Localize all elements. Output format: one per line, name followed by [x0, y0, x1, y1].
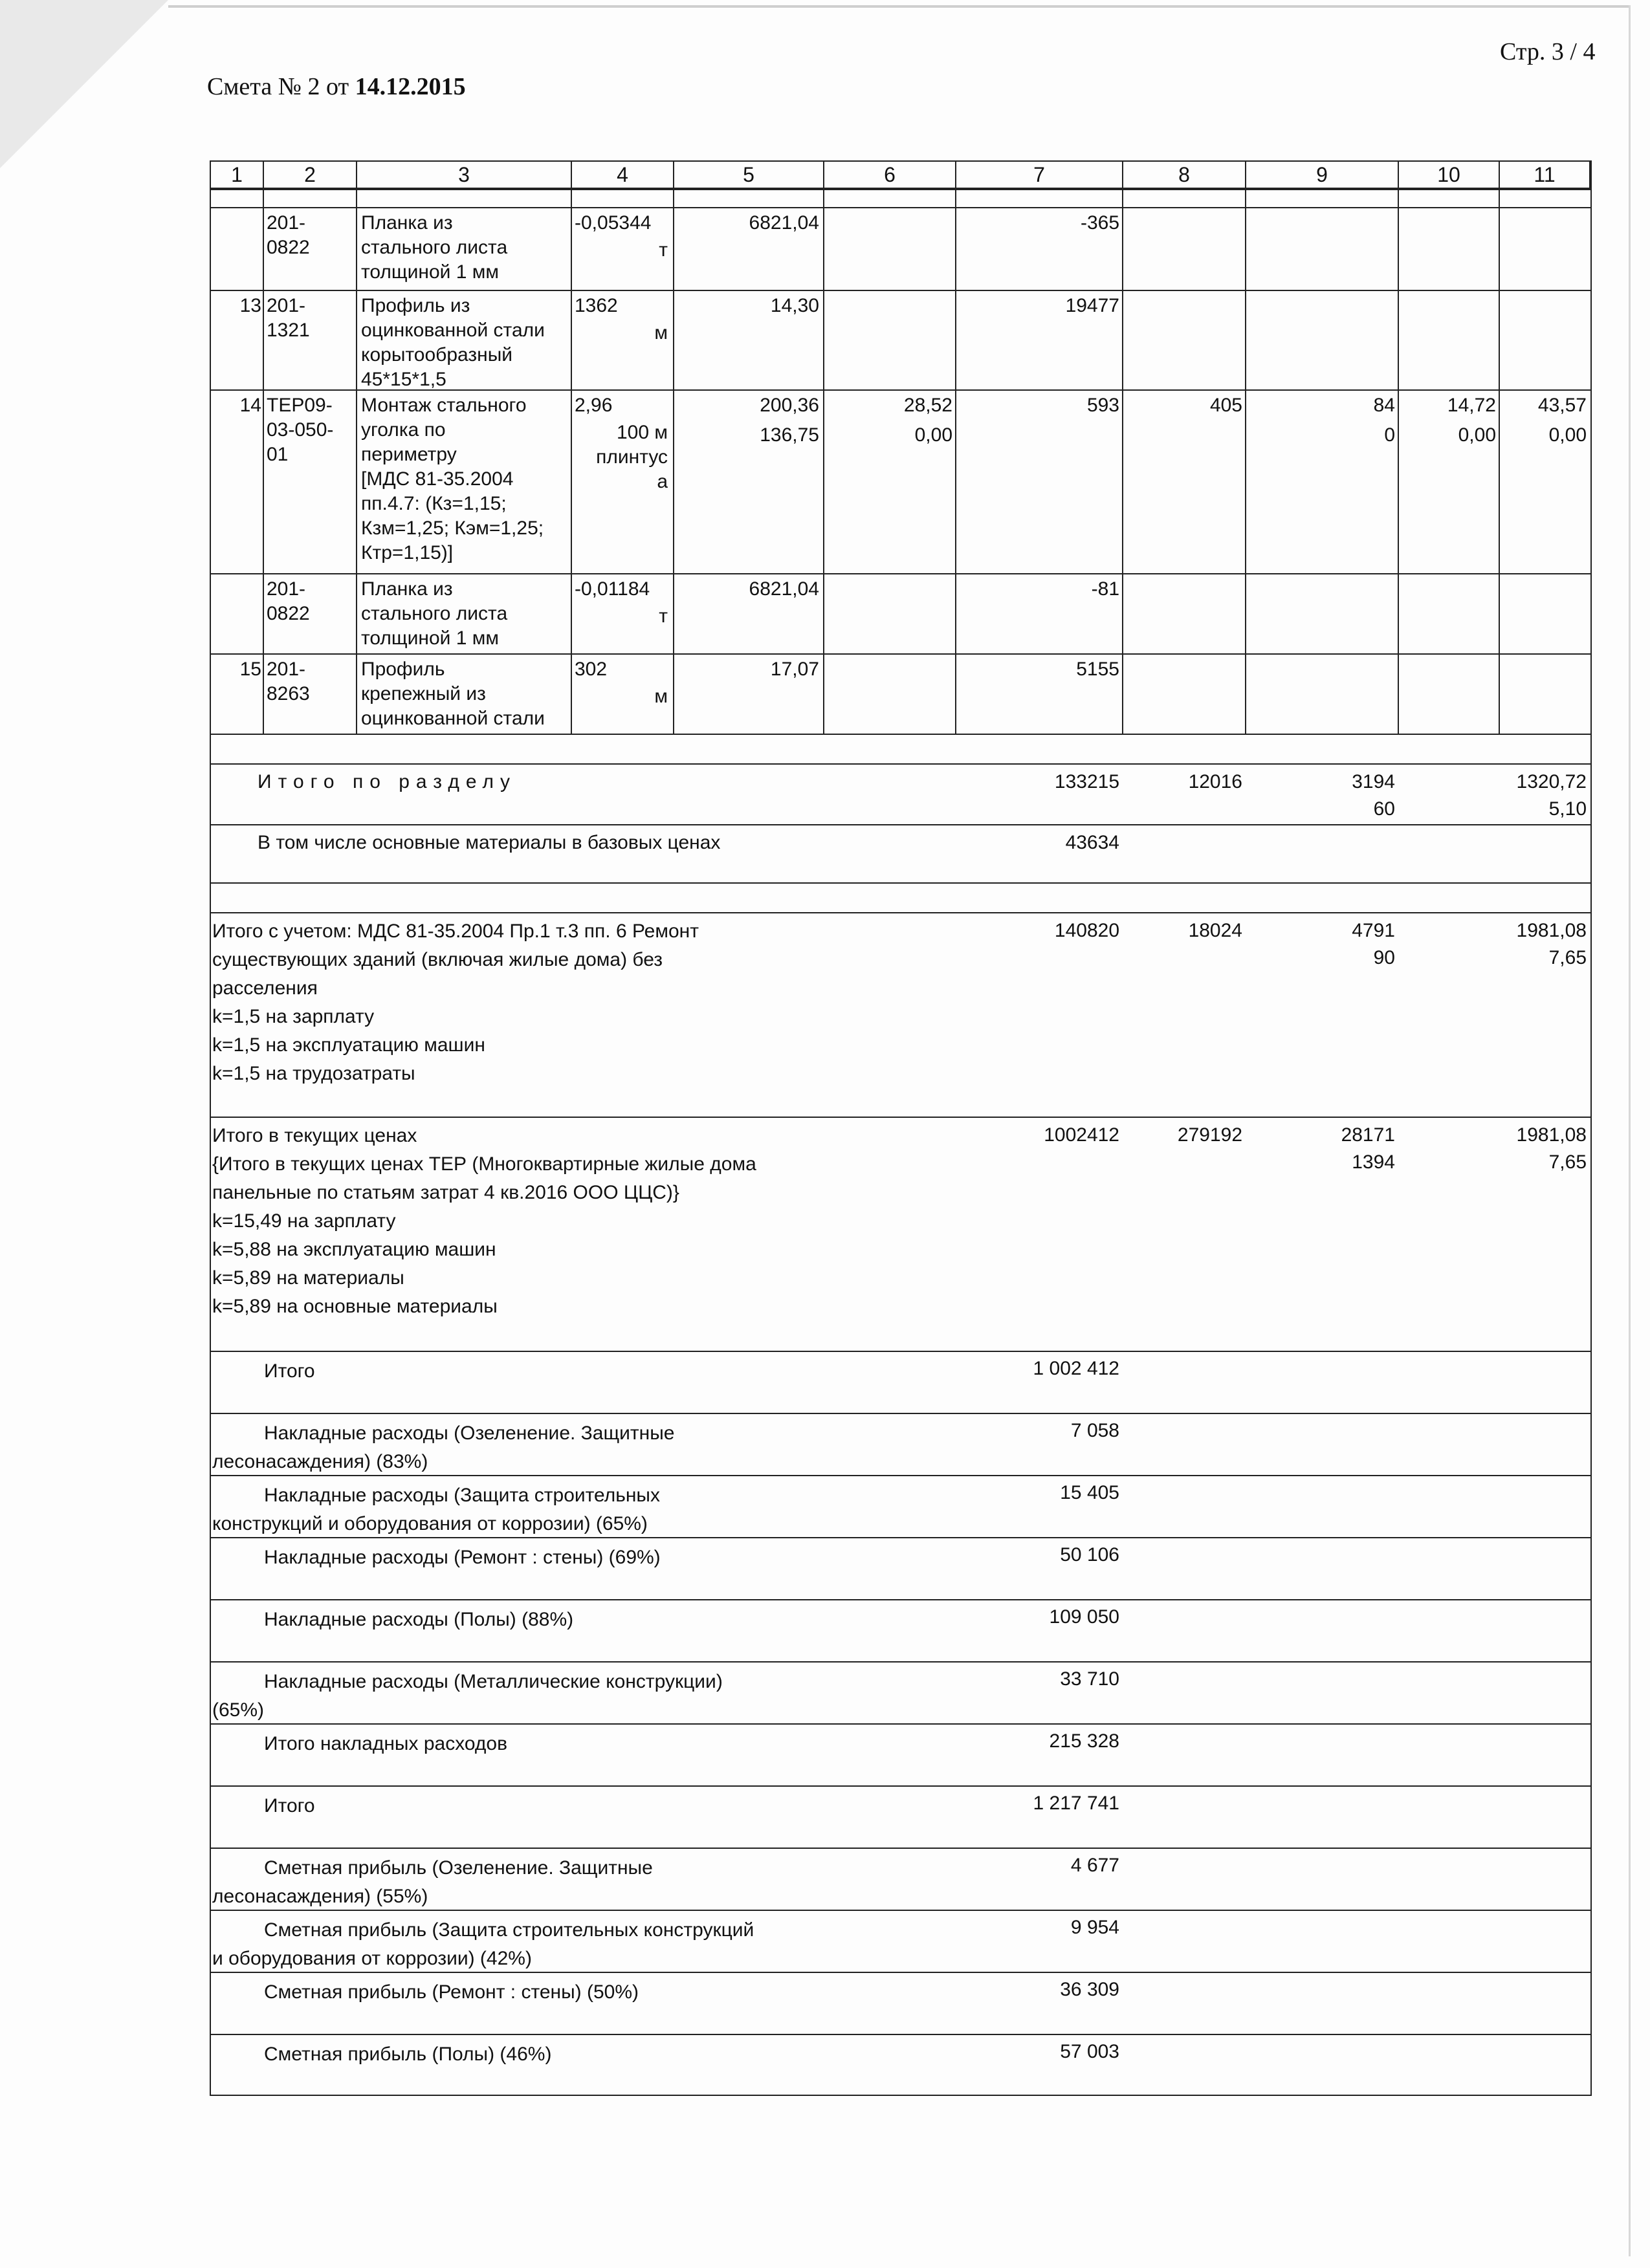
table-column-divider	[1245, 574, 1246, 653]
item-number: 13	[239, 295, 261, 316]
summary-row-label: Накладные расходы (Ремонт : стены) (69%)	[264, 1547, 661, 1568]
item-name: Планка из стального листа толщиной 1 мм	[361, 212, 508, 283]
item-name: Профиль крепежный из оцинкованной стали	[361, 659, 545, 729]
total-current-prices-row-labor-machinists: 7,65	[1548, 1151, 1587, 1173]
table-column-divider	[1122, 208, 1123, 290]
column-header-10: 10	[1399, 162, 1500, 188]
table-column-divider	[263, 655, 264, 734]
summary-row-value: 1 002 412	[1033, 1358, 1119, 1379]
table-column-divider	[955, 391, 956, 573]
table-row-spacer	[211, 189, 1590, 207]
table-column-divider	[1499, 574, 1500, 653]
summary-row-label: Накладные расходы (Защита строительных конструкций и оборудования от коррозии) (65%)	[212, 1485, 660, 1534]
table-row-gap	[211, 882, 1590, 912]
total-wages: 405	[1209, 395, 1242, 416]
table-column-divider	[1398, 574, 1399, 653]
table-row	[211, 207, 1590, 290]
summary-row-label: Накладные расходы (Полы) (88%)	[264, 1609, 574, 1630]
total-with-mds-row-cost: 140820	[1054, 920, 1119, 941]
summary-row-label: Итого	[264, 1795, 315, 1816]
total-machines-wages: 0	[1384, 424, 1395, 446]
base-materials-cost: 43634	[1065, 832, 1119, 853]
item-code: 201- 0822	[267, 578, 310, 624]
table-column-divider	[1499, 391, 1500, 573]
total-current-prices-row-labor: 1981,08	[1516, 1124, 1587, 1146]
total-current-prices-row-machines-wages: 1394	[1352, 1151, 1395, 1173]
section-total-cost: 133215	[1054, 771, 1119, 792]
page-corner-fold	[0, 0, 168, 168]
table-column-divider	[571, 291, 572, 389]
table-column-divider	[571, 391, 572, 573]
item-quantity: 302	[575, 659, 608, 680]
table-column-divider	[673, 208, 674, 290]
total-with-mds-row-machines: 4791	[1352, 920, 1395, 941]
base-materials-label: В том числе основные материалы в базовых ценах	[258, 832, 721, 853]
column-header-4: 4	[572, 162, 674, 188]
item-unit: т	[659, 239, 668, 261]
table-row	[211, 573, 1590, 653]
total-cost: 5155	[1076, 659, 1119, 680]
unit-cost-machines: 28,52	[903, 395, 952, 416]
summary-row-label: Сметная прибыль (Защита строительных конструкций и оборудования от коррозии) (42%)	[212, 1919, 754, 1969]
summary-row-value: 15 405	[1060, 1482, 1119, 1503]
item-name: Профиль из оцинкованной стали корытообразный 45*15*1,5	[361, 295, 545, 390]
total-with-mds-row-wages: 18024	[1188, 920, 1242, 941]
total-current-prices-row-text: Итого в текущих ценах {Итого в текущих ценах ТЕР (Многоквартирные жилые дома панельные по статьям затрат 4 кв.2016 ООО ЦЦС)} k=15,49 на зарплату k=5,88 на эксплуатацию машин k=5,89 на материалы k=5,89 на основные материалы	[212, 1125, 756, 1317]
item-quantity: 2,96	[575, 395, 613, 416]
summary-row	[211, 1785, 1590, 1848]
summary-row-value: 4 677	[1070, 1855, 1119, 1876]
table-column-divider	[1499, 190, 1500, 207]
summary-row-value: 7 058	[1070, 1420, 1119, 1441]
summary-row-label: Итого накладных расходов	[264, 1733, 508, 1754]
summary-row	[211, 1413, 1590, 1475]
total-current-prices-row	[211, 1117, 1590, 1351]
table-column-divider	[1499, 208, 1500, 290]
paper-edge-top	[168, 5, 1631, 8]
total-with-mds-row-labor-machinists: 7,65	[1548, 947, 1587, 968]
summary-row	[211, 1537, 1590, 1599]
summary-row-value: 33 710	[1060, 1668, 1119, 1690]
section-total-machines: 3194	[1352, 771, 1395, 792]
column-header-3: 3	[357, 162, 572, 188]
table-column-divider	[263, 391, 264, 573]
table-row	[211, 653, 1590, 734]
item-name: Монтаж стального уголка по периметру [МДС 81-35.2004 пп.4.7: (Кз=1,15; Кзм=1,25; Кэм=1,25; Ктр=1,15)]	[361, 395, 544, 563]
unit-cost-total: 6821,04	[749, 212, 819, 234]
table-column-divider	[1398, 655, 1399, 734]
estimate-table	[210, 160, 1592, 2096]
item-code: 201- 1321	[267, 295, 310, 341]
item-quantity: -0,05344	[575, 212, 652, 234]
unit-cost-wages: 136,75	[760, 424, 819, 446]
summary-row	[211, 1599, 1590, 1661]
table-column-divider	[1122, 574, 1123, 653]
total-current-prices-row-cost: 1002412	[1044, 1124, 1119, 1146]
summary-row	[211, 1848, 1590, 1910]
summary-row-value: 36 309	[1060, 1979, 1119, 2000]
item-name: Планка из стального листа толщиной 1 мм	[361, 578, 508, 649]
item-quantity: 1362	[575, 295, 618, 316]
table-column-divider	[263, 190, 264, 207]
labor-per-unit-machinists: 0,00	[1458, 424, 1496, 446]
estimate-title-prefix: Смета № 2 от	[207, 73, 355, 100]
item-number: 14	[239, 395, 261, 416]
column-header-5: 5	[674, 162, 824, 188]
column-header-8: 8	[1123, 162, 1246, 188]
total-cost: -81	[1091, 578, 1119, 600]
summary-row-value: 215 328	[1049, 1730, 1119, 1752]
table-column-divider	[823, 291, 824, 389]
summary-row-label: Накладные расходы (Металлические конструкции) (65%)	[212, 1671, 723, 1721]
table-column-divider	[1122, 655, 1123, 734]
section-total-machines-wages: 60	[1373, 798, 1395, 820]
table-column-divider	[955, 574, 956, 653]
page-number: Стр. 3 / 4	[1500, 38, 1596, 65]
table-column-divider	[1122, 291, 1123, 389]
column-header-11: 11	[1500, 162, 1590, 188]
item-unit: м	[654, 686, 668, 707]
table-column-divider	[1398, 208, 1399, 290]
table-column-divider	[1122, 190, 1123, 207]
column-header-6: 6	[824, 162, 956, 188]
total-cost: -365	[1080, 212, 1119, 234]
labor-total-machinists: 0,00	[1548, 424, 1587, 446]
item-quantity: -0,01184	[575, 578, 650, 600]
base-materials-row	[211, 824, 1590, 882]
table-column-divider	[955, 291, 956, 389]
summary-row-label: Итого	[264, 1360, 315, 1382]
section-total-row	[211, 763, 1590, 824]
summary-row-label: Сметная прибыль (Полы) (46%)	[264, 2044, 552, 2065]
item-code: ТЕР09- 03-050- 01	[267, 395, 334, 465]
table-column-divider	[1398, 190, 1399, 207]
table-column-divider	[955, 208, 956, 290]
section-total-label: Итого по разделу	[258, 771, 517, 792]
unit-cost-total: 200,36	[760, 395, 819, 416]
estimate-date: 14.12.2015	[355, 73, 466, 100]
summary-row-label: Сметная прибыль (Озеленение. Защитные лесонасаждения) (55%)	[212, 1857, 653, 1907]
section-total-labor-machinists: 5,10	[1548, 798, 1587, 820]
item-unit: т	[659, 605, 668, 627]
summary-row-value: 50 106	[1060, 1544, 1119, 1565]
summary-row	[211, 1972, 1590, 2034]
summary-row	[211, 1661, 1590, 1723]
column-header-1: 1	[211, 162, 264, 188]
table-column-divider	[673, 291, 674, 389]
table-column-divider	[1398, 391, 1399, 573]
summary-row	[211, 1475, 1590, 1537]
table-column-divider	[263, 291, 264, 389]
summary-row-value: 9 954	[1070, 1917, 1119, 1938]
table-column-divider	[571, 208, 572, 290]
table-column-divider	[955, 655, 956, 734]
table-column-divider	[1245, 208, 1246, 290]
table-column-divider	[571, 190, 572, 207]
summary-row	[211, 1910, 1590, 1972]
unit-cost-total: 17,07	[770, 659, 819, 680]
unit-cost-total: 14,30	[770, 295, 819, 316]
table-column-divider	[1122, 391, 1123, 573]
paper-edge-right	[1629, 5, 1631, 2256]
summary-row-label: Накладные расходы (Озеленение. Защитные лесонасаждения) (83%)	[212, 1423, 675, 1472]
table-column-divider	[571, 574, 572, 653]
table-column-divider	[356, 190, 357, 207]
table-row-gap	[211, 734, 1590, 763]
summary-row	[211, 1351, 1590, 1413]
table-column-divider	[673, 655, 674, 734]
table-column-divider	[823, 190, 824, 207]
labor-total: 43,57	[1537, 395, 1587, 416]
labor-per-unit: 14,72	[1447, 395, 1496, 416]
section-total-wages: 12016	[1188, 771, 1242, 792]
total-cost: 593	[1086, 395, 1119, 416]
table-column-divider	[673, 574, 674, 653]
column-header-9: 9	[1246, 162, 1399, 188]
unit-cost-total: 6821,04	[749, 578, 819, 600]
total-current-prices-row-wages: 279192	[1177, 1124, 1242, 1146]
total-with-mds-row	[211, 912, 1590, 1117]
total-with-mds-row-machines-wages: 90	[1373, 947, 1395, 968]
table-column-divider	[673, 190, 674, 207]
table-column-divider	[1499, 291, 1500, 389]
table-column-divider	[571, 655, 572, 734]
table-column-divider	[1499, 655, 1500, 734]
estimate-title	[207, 72, 466, 101]
table-column-divider	[263, 574, 264, 653]
total-machines: 84	[1373, 395, 1395, 416]
section-total-labor: 1320,72	[1516, 771, 1587, 792]
table-column-divider	[823, 208, 824, 290]
total-cost: 19477	[1065, 295, 1119, 316]
total-with-mds-row-labor: 1981,08	[1516, 920, 1587, 941]
table-column-divider	[823, 655, 824, 734]
column-header-7: 7	[956, 162, 1123, 188]
table-column-divider	[263, 208, 264, 290]
summary-row	[211, 2034, 1590, 2087]
item-code: 201- 8263	[267, 659, 310, 704]
table-column-divider	[823, 391, 824, 573]
table-column-divider	[1398, 291, 1399, 389]
total-current-prices-row-machines: 28171	[1341, 1124, 1395, 1146]
table-column-divider	[673, 391, 674, 573]
item-number: 15	[239, 659, 261, 680]
item-unit: м	[654, 322, 668, 343]
summary-row-value: 57 003	[1060, 2041, 1119, 2062]
column-header-2: 2	[264, 162, 357, 188]
summary-row-value: 109 050	[1049, 1606, 1119, 1628]
item-code: 201- 0822	[267, 212, 310, 258]
table-column-divider	[955, 190, 956, 207]
table-column-divider	[1245, 391, 1246, 573]
summary-row-value: 1 217 741	[1033, 1793, 1119, 1814]
table-column-divider	[1245, 291, 1246, 389]
table-column-divider	[1245, 655, 1246, 734]
table-column-divider	[823, 574, 824, 653]
summary-row-label: Сметная прибыль (Ремонт : стены) (50%)	[264, 1981, 639, 2003]
summary-row	[211, 1723, 1590, 1785]
table-row	[211, 389, 1590, 573]
item-unit: 100 м плинтус а	[596, 422, 668, 492]
table-row	[211, 290, 1590, 389]
table-column-divider	[1245, 190, 1246, 207]
unit-cost-machines-wages: 0,00	[914, 424, 952, 446]
total-with-mds-row-text: Итого с учетом: МДС 81-35.2004 Пр.1 т.3 пп. 6 Ремонт существующих зданий (включая жилые дома) без расселения k=1,5 на зарплату k=1,5 на эксплуатацию машин k=1,5 на трудозатраты	[212, 921, 699, 1084]
